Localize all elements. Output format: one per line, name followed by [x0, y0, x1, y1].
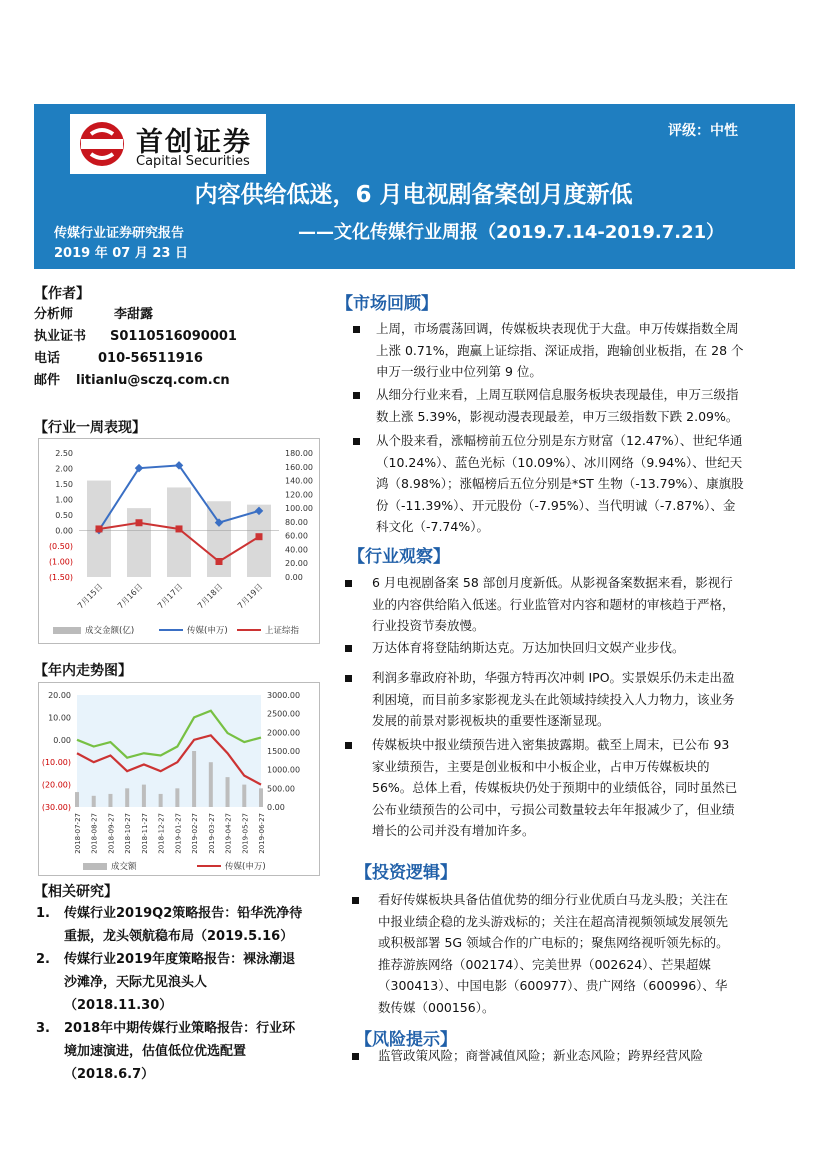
bar [209, 762, 213, 807]
bullet-icon [353, 438, 360, 445]
bar [242, 785, 246, 807]
logic-heading: 【投资逻辑】 [355, 863, 457, 883]
logo-text-en: Capital Securities [136, 154, 250, 169]
y-tick-label: 0.50 [55, 511, 73, 520]
data-point [256, 533, 263, 540]
related-item[interactable]: 2. 传媒行业2019年度策略报告：裸泳潮退 沙滩净，天际尤见浪头人 （2018.11.30） [36, 952, 296, 1013]
logo-mark-icon [77, 120, 127, 168]
rating: 评级：中性 [668, 123, 738, 139]
observe-para: 6 月电视剧备案 58 部创月度新低。从影视备案数据来看，影视行 业的内容供给陷入低迷。行业监管对内容和题材的审核趋于严格， 行业投资节奏放慢。 [372, 575, 735, 633]
y2-tick-label: 20.00 [285, 559, 308, 569]
y-tick-label: 20.00 [48, 691, 71, 700]
x-tick-label: 7月18日 [195, 582, 225, 611]
bar [125, 788, 129, 807]
bar [159, 794, 163, 807]
x-tick-label: 7月16日 [115, 582, 145, 611]
x-tick-label: 2019-01-27 [174, 813, 183, 854]
bullet-icon [345, 580, 352, 587]
bullet-icon [353, 326, 360, 333]
y-tick-label: 2.50 [55, 449, 73, 458]
yearly-chart-svg [39, 683, 319, 875]
bar [142, 785, 146, 807]
related-heading: 【相关研究】 [34, 884, 118, 900]
y2-tick-label: 140.00 [285, 476, 313, 486]
y-tick-label: 10.00 [48, 713, 71, 723]
bullet-icon [345, 742, 352, 749]
author-row: 电话 010-56511916 [34, 351, 203, 366]
x-tick-label: 2018-11-27 [140, 813, 149, 854]
legend-label: 传媒(申万) [225, 862, 266, 872]
observe-para: 传媒板块中报业绩预告进入密集披露期。截至上周末，已公布 93 家业绩预告，主要是创业板和中小板企业，占申万传媒板块的 56%。总体上看，传媒板块仍处于预期中的业绩低谷，同时虽然已 公布业绩预告的公司中，亏损公司数量较去年年报减少了，但业绩 增长的公司并没有增加许多。 [372, 737, 738, 838]
bar [259, 788, 263, 807]
legend-label: 上证综指 [265, 626, 300, 636]
y-tick-label: 1.50 [55, 480, 73, 489]
x-tick-label: 2019-05-27 [241, 813, 250, 854]
bar [108, 794, 112, 807]
y-tick-label: 0.00 [53, 735, 71, 745]
y2-tick-label: 100.00 [285, 504, 313, 514]
observe-heading: 【行业观察】 [348, 547, 450, 567]
related-item[interactable]: 1. 传媒行业2019Q2策略报告：铅华洗净待 重振，龙头领航稳布局（2019.5.16） [36, 906, 303, 944]
y2-tick-label: 1500.00 [267, 747, 301, 756]
x-tick-label: 2018-10-27 [124, 813, 133, 854]
x-tick-label: 2018-12-27 [157, 813, 166, 854]
bar [192, 751, 196, 807]
market-para: 从个股来看，涨幅榜前五位分别是东方财富（12.47%）、世纪华通 （10.24%）、蓝色光标（10.09%）、冰川网络（9.94%）、世纪天 鸿（8.98%）；涨幅榜后五位分别是*ST 生物（-13.79%）、康旗股 份（-11.39%）、开元股份（-7.95%）、当代明诚（-7.87%）、金 科文化（-7.74%）。 [376, 433, 744, 534]
market-para: 从细分行业来看，上周互联网信息服务板块表现最佳，申万三级指 数上涨 5.39%，影视动漫表现最差，申万三级指数下跌 2.09%。 [376, 387, 739, 424]
bar [75, 792, 79, 807]
risk-heading: 【风险提示】 [355, 1030, 457, 1050]
bullet-icon [352, 1053, 359, 1060]
bar [127, 508, 151, 577]
y-tick-label: (1.00) [48, 557, 73, 567]
author-row: 分析师 李甜露 [34, 307, 154, 322]
legend-swatch [53, 627, 81, 634]
y-tick-label: (10.00) [41, 758, 71, 768]
bar [207, 501, 231, 577]
report-subtitle: ——文化传媒行业周报（2019.7.14-2019.7.21） [298, 222, 725, 243]
y2-tick-label: 120.00 [285, 490, 313, 500]
y2-tick-label: 2000.00 [267, 728, 301, 738]
observe-para: 利润多靠政府补助，华强方特再次冲刺 IPO。实景娱乐仍未走出盈 利困境，而目前多家影视龙头在此领域持续投入人力物力，该业务 发展的前景对影视板块的重要性逐渐显现。 [372, 670, 735, 728]
bullet-icon [345, 675, 352, 682]
logic-para: 看好传媒板块具备估值优势的细分行业优质白马龙头股；关注在 中报业绩企稳的龙头游戏标的；关注在超高清视频领域发展领先 或积极部署 5G 领域合作的广电标的；聚焦网络视听领先标的。 推荐游族网络（002174）、完美世界（002624）、芒果超媒 （300413）、中国电影（600977）、贵广网络（600996）、华 数传媒（000156）。 [378, 892, 729, 1015]
data-point [96, 525, 103, 532]
market-heading: 【市场回顾】 [336, 294, 438, 314]
y-tick-label: (30.00) [41, 803, 71, 812]
observe-para: 万达体育将登陆纳斯达克。万达加快回归文娱产业步伐。 [372, 640, 685, 655]
data-point [216, 558, 223, 565]
weekly-chart-heading: 【行业一周表现】 [34, 420, 146, 436]
related-list [34, 902, 334, 1086]
y2-tick-label: 0.00 [267, 803, 285, 812]
y2-tick-label: 160.00 [285, 462, 313, 472]
report-date: 2019 年 07 月 23 日 [54, 246, 188, 261]
yearly-chart-heading: 【年内走势图】 [34, 663, 132, 679]
x-tick-label: 7月19日 [235, 582, 265, 611]
legend-swatch [83, 863, 107, 870]
logo-text-cn: 首创证券 [136, 127, 252, 158]
legend-label: 传媒(申万) [187, 626, 228, 636]
y-tick-label: 2.00 [55, 464, 73, 474]
x-tick-label: 2018-09-27 [107, 813, 116, 854]
report-title: 内容供给低迷，6 月电视剧备案创月度新低 [194, 182, 633, 208]
risk-para: 监管政策风险；商誉减值风险；新业态风险；跨界经营风险 [378, 1048, 704, 1063]
y2-tick-label: 0.00 [285, 573, 303, 582]
company-logo [70, 114, 266, 174]
weekly-chart-svg [39, 439, 319, 643]
legend-label: 成交额 [111, 862, 137, 872]
y-tick-label: (1.50) [48, 573, 73, 582]
market-para: 上周，市场震荡回调，传媒板块表现优于大盘。申万传媒指数全周 上涨 0.71%，跑赢上证综指、深证成指，跑输创业板指，在 28 个 申万一级行业中位列第 9 位。 [376, 321, 744, 379]
y2-tick-label: 2500.00 [267, 709, 301, 719]
x-tick-label: 2018-07-27 [74, 813, 82, 854]
y-tick-label: 0.00 [55, 526, 73, 536]
x-tick-label: 7月15日 [75, 582, 105, 611]
author-row: 执业证书 S0110516090001 [34, 329, 237, 344]
author-heading: 【作者】 [34, 286, 90, 302]
bullet-icon [345, 645, 352, 652]
y2-tick-label: 40.00 [285, 545, 308, 555]
yearly-chart [38, 682, 320, 876]
author-info [34, 304, 324, 392]
x-tick-label: 2018-08-27 [90, 813, 99, 854]
y2-tick-label: 3000.00 [267, 691, 301, 700]
bar [92, 796, 96, 807]
y2-tick-label: 180.00 [285, 449, 313, 458]
x-tick-label: 7月17日 [155, 582, 185, 611]
bullet-icon [352, 897, 359, 904]
x-tick-label: 2019-02-27 [191, 813, 200, 854]
y2-tick-label: 500.00 [267, 784, 295, 794]
weekly-chart [38, 438, 320, 644]
bar [226, 777, 230, 807]
data-point [136, 519, 143, 526]
y2-tick-label: 60.00 [285, 531, 308, 541]
author-row[interactable]: 邮件 litianlu@sczq.com.cn [34, 373, 230, 388]
legend-label: 成交金额(亿) [85, 626, 135, 636]
x-tick-label: 2019-06-27 [258, 813, 266, 854]
y-tick-label: (0.50) [48, 542, 73, 551]
related-item[interactable]: 3. 2018年中期传媒行业策略报告：行业环 境加速演进，估值低位优选配置 （2018.6.7） [36, 1021, 296, 1082]
x-tick-label: 2019-04-27 [224, 813, 233, 854]
report-type: 传媒行业证券研究报告 [54, 226, 185, 241]
y-tick-label: 1.00 [55, 495, 73, 505]
y2-tick-label: 1000.00 [267, 765, 301, 775]
bar [175, 788, 179, 807]
data-point [176, 525, 183, 532]
y2-tick-label: 80.00 [285, 517, 308, 527]
y-tick-label: (20.00) [41, 780, 71, 790]
x-tick-label: 2019-03-27 [207, 813, 216, 854]
bullet-icon [353, 392, 360, 399]
